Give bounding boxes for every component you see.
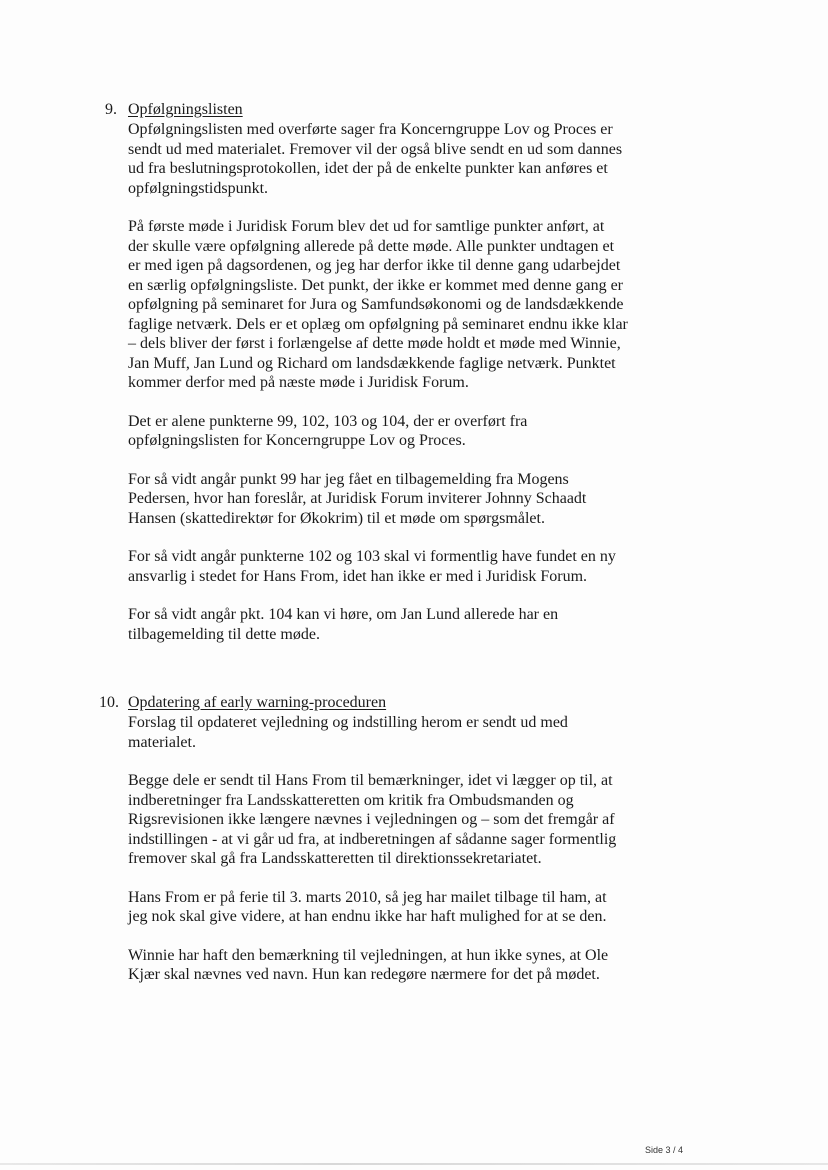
section-9-paragraph-5: For så vidt angår punkterne 102 og 103 skal vi formentlig have fundet en ny ansvarlig i stedet for Hans From, idet han ikke er med i Juridisk Forum.	[128, 548, 616, 585]
section-9-paragraph-1: Opfølgningslisten med overførte sager fra Koncerngruppe Lov og Proces er sendt ud med materialet. Fremover vil der også blive sendt en ud som dannes ud fra beslutningsprotokollen, idet der på de enkelte punkter kan anføres et opfølgningstidspunkt.	[128, 121, 623, 197]
section-9-paragraph-6: For så vidt angår pkt. 104 kan vi høre, om Jan Lund allerede har en tilbagemelding til dette møde.	[128, 606, 559, 643]
section-10-heading: Opdatering af early warning-proceduren	[128, 694, 387, 711]
section-10-paragraph-1: Forslag til opdateret vejledning og indstilling herom er sendt ud med materialet.	[128, 714, 568, 751]
section-10-body	[128, 693, 628, 985]
section-10-paragraph-2: Begge dele er sendt til Hans From til bemærkninger, idet vi lægger op til, at indberetninger fra Landsskatteretten om kritik fra Ombudsmanden og Rigsrevisionen ikke længere nævnes i vejledningen og – som det fremgår af indstillingen - at vi går ud fra, at indberetningen af sådanne sager formentlig fremover skal gå fra Landsskatteretten til direktionssekretariatet.	[128, 772, 617, 867]
section-9-paragraph-3: Det er alene punkterne 99, 102, 103 og 104, der er overført fra opfølgningslisten for Koncerngruppe Lov og Proces.	[128, 412, 528, 449]
scan-edge-divider	[0, 1163, 828, 1165]
page-number: Side 3 / 4	[645, 1145, 684, 1155]
section-9-paragraph-4: For så vidt angår punkt 99 har jeg fået en tilbagemelding fra Mogens Pedersen, hvor han foreslår, at Juridisk Forum inviterer Johnny Schaadt Hansen (skattedirektør for Økokrim) til et møde om spørgsmålet.	[128, 470, 587, 527]
section-10-number: 10.	[99, 694, 119, 711]
section-9-body	[128, 100, 628, 644]
section-10-paragraph-4: Winnie har haft den bemærkning til vejledningen, at hun ikke synes, at Ole Kjær skal nævnes ved navn. Hun kan redegøre nærmere for det på mødet.	[128, 946, 609, 983]
section-9-number: 9.	[105, 101, 117, 118]
section-9-heading: Opfølgningslisten	[128, 101, 243, 118]
section-9-paragraph-2: På første møde i Juridisk Forum blev det ud for samtlige punkter anført, at der skulle være opfølgning allerede på dette møde. Alle punkter undtagen et er med igen på dagsordenen, og jeg har derfor ikke til denne gang udarbejdet en særlig opfølgningsliste. Det punkt, der ikke er kommet med denne gang er opfølgning på seminaret for Jura og Samfundsøkonomi og de landsdækkende faglige netværk. Dels er et oplæg om opfølgning på seminaret endnu ikke klar – dels bliver der først i forlængelse af dette møde holdt et møde med Winnie, Jan Muff, Jan Lund og Richard om landsdækkende faglige netværk. Punktet kommer derfor med på næste møde i Juridisk Forum.	[128, 218, 628, 391]
section-10-paragraph-3: Hans From er på ferie til 3. marts 2010, så jeg har mailet tilbage til ham, at jeg nok skal give videre, at han endnu ikke har haft mulighed for at se den.	[128, 888, 607, 925]
